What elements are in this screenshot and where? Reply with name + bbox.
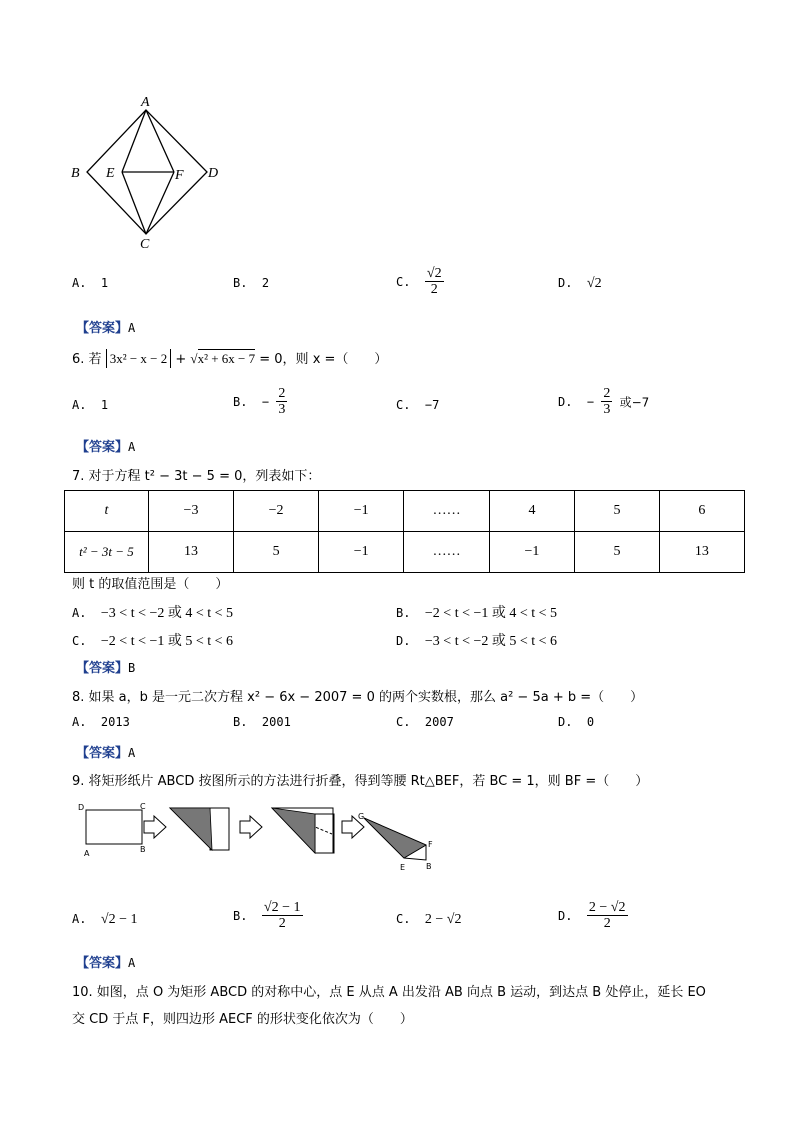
- table-cell: −1: [319, 491, 404, 532]
- table-cell: 13: [148, 532, 233, 573]
- q7-option-b: B. −2 < t < −1 或 4 < t < 5: [396, 606, 558, 621]
- table-cell: t: [65, 491, 149, 532]
- label-B: B: [71, 166, 80, 181]
- label-G-fig9: G: [358, 812, 365, 821]
- q6-answer: 【答案】A: [76, 440, 136, 455]
- q10-stem-line1: 10. 如图，点 O 为矩形 ABCD 的对称中心，点 E 从点 A 出发沿 AB 向点 B 运动，到达点 B 处停止，延长 EO: [72, 985, 706, 1000]
- label-A: A: [141, 95, 150, 110]
- label-C-fig9: C: [140, 802, 146, 811]
- q6-option-b: B. − $\frac{2}{3}$: [233, 386, 286, 418]
- table-cell: −3: [148, 491, 233, 532]
- q7-option-d: D. −3 < t < −2 或 5 < t < 6: [396, 634, 558, 649]
- table-cell: ……: [404, 491, 490, 532]
- table-cell: 5: [575, 532, 660, 573]
- table-cell: −1: [319, 532, 404, 573]
- label-A-fig9: A: [84, 849, 90, 858]
- q8-option-a: A. 2013: [72, 715, 130, 729]
- table-cell: 5: [234, 532, 319, 573]
- q5-option-c: C. $\frac{√2}{2}$: [396, 266, 442, 298]
- q6-option-c: C. −7: [396, 398, 440, 412]
- q6-stem: 6. 若 3x² − x − 2 + √x² + 6x − 7 = 0，则 x =（ ）: [72, 351, 388, 367]
- q9-option-a: A. √2 − 1: [72, 912, 138, 927]
- label-C: C: [140, 237, 150, 252]
- label-D: D: [208, 166, 219, 181]
- table-cell: t² − 3t − 5: [65, 532, 149, 573]
- q9-option-b: B. $\frac{√2 - 1}{2}$: [233, 900, 301, 932]
- q7-stem: 7. 对于方程 t² − 3t − 5 = 0，列表如下：: [72, 469, 321, 484]
- q9-answer: 【答案】A: [76, 956, 136, 971]
- q7-answer: 【答案】B: [76, 661, 136, 676]
- q8-option-c: C. 2007: [396, 715, 454, 729]
- q5-answer: 【答案】A: [76, 321, 136, 336]
- label-E-fig9: E: [400, 863, 406, 872]
- label-F: F: [175, 168, 184, 183]
- q8-option-d: D. 0: [558, 715, 595, 729]
- q8-stem: 8. 如果 a，b 是一元二次方程 x² − 6x − 2007 = 0 的两个实数根，那么 a² − 5a + b =（ ）: [72, 690, 644, 705]
- q9-option-c: C. 2 − √2: [396, 912, 462, 927]
- table-cell: 6: [659, 491, 744, 532]
- q5-option-a: A. 1: [72, 276, 109, 290]
- label-D-fig9: D: [78, 803, 85, 812]
- q6-option-a: A. 1: [72, 398, 109, 412]
- table-row: [65, 491, 745, 532]
- rhombus-figure: [62, 92, 232, 252]
- table-cell: 13: [659, 532, 744, 573]
- table-cell: −2: [234, 491, 319, 532]
- label-E: E: [106, 166, 115, 181]
- table-cell: ……: [404, 532, 490, 573]
- folding-figure: [74, 798, 444, 878]
- q5-option-d: D. √2: [558, 276, 602, 291]
- q7-option-a: A. −3 < t < −2 或 4 < t < 5: [72, 606, 234, 621]
- label-F-fig9: F: [428, 840, 433, 849]
- table-cell: 5: [575, 491, 660, 532]
- table-row: [65, 532, 745, 573]
- q9-option-d: D. $\frac{2 - √2}{2}$: [558, 900, 626, 932]
- q9-stem: 9. 将矩形纸片 ABCD 按图所示的方法进行折叠，得到等腰 Rt△BEF，若 BC = 1，则 BF =（ ）: [72, 774, 649, 789]
- q10-stem-line2: 交 CD 于点 F，则四边形 AECF 的形状变化依次为（ ）: [72, 1012, 413, 1027]
- q6-option-d: D. − $\frac{2}{3}$ 或−7: [558, 386, 650, 418]
- table-cell: −1: [489, 532, 574, 573]
- q8-option-b: B. 2001: [233, 715, 291, 729]
- q7-table: [64, 490, 745, 573]
- label-B2-fig9: B: [426, 862, 432, 871]
- q8-answer: 【答案】A: [76, 746, 136, 761]
- q7-followup: 则 t 的取值范围是（ ）: [72, 577, 229, 592]
- q7-option-c: C. −2 < t < −1 或 5 < t < 6: [72, 634, 234, 649]
- table-cell: 4: [489, 491, 574, 532]
- q5-option-b: B. 2: [233, 276, 270, 290]
- label-B-fig9: B: [140, 845, 146, 854]
